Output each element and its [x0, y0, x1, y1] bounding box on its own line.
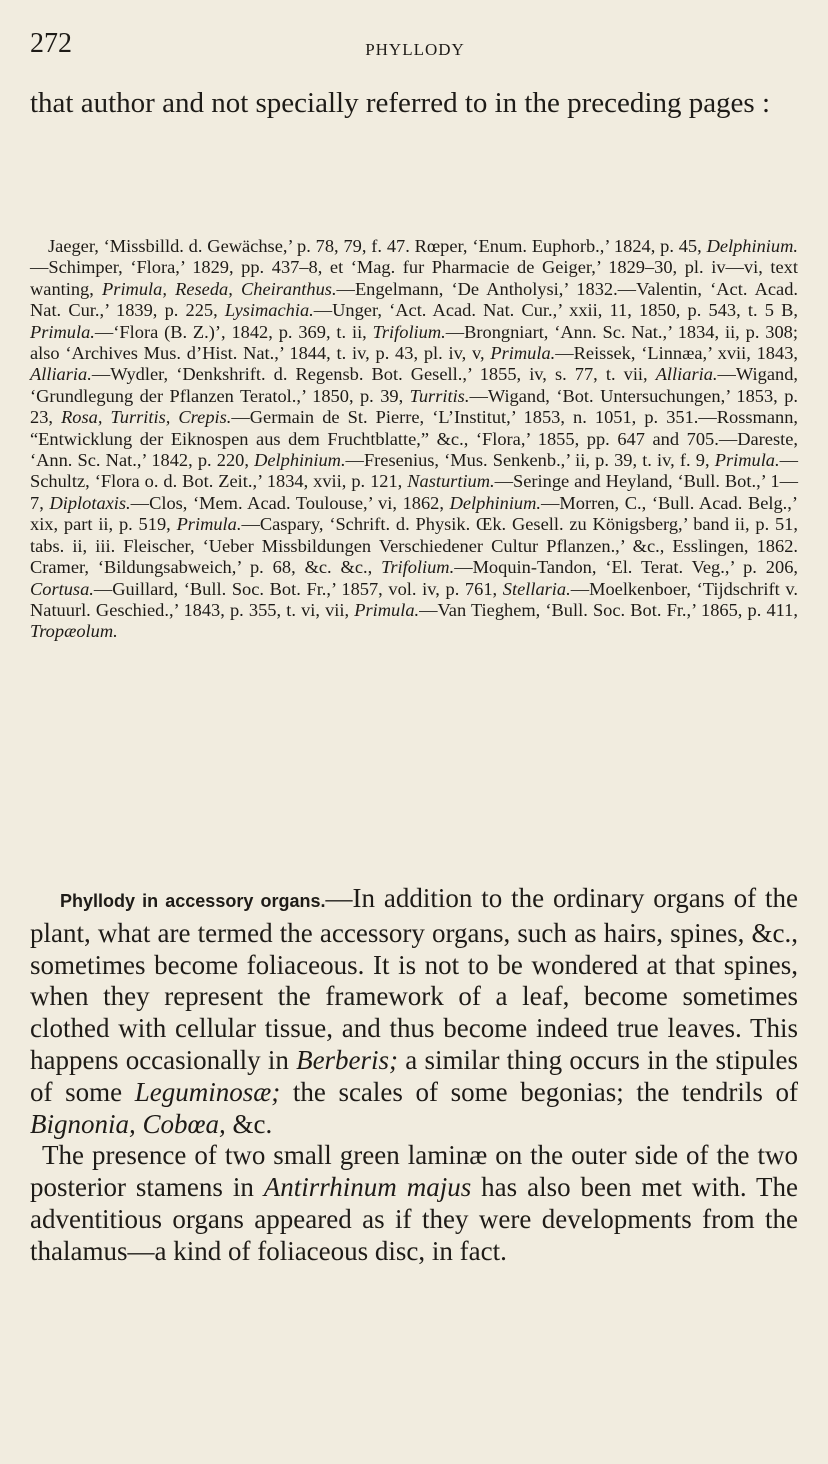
reference-text: Jaeger, ‘Missbilld. d. Gewächse,’ p. 78, 79, f. 47. Rœper, ‘Enum. Euphorb.,’ 1824, p. 45,: [48, 236, 707, 256]
reference-italic: Rosa, Turritis, Crepis.: [61, 407, 232, 428]
reference-italic: Tropæolum.: [30, 621, 118, 642]
reference-text: —Moquin-Tandon, ‘El. Terat. Veg.,’ p. 206,: [454, 557, 798, 578]
reference-italic: Trifolium.: [381, 557, 455, 578]
reference-italic: Diplotaxis.: [49, 492, 131, 513]
lead-paragraph: that author and not specially referred to in the preceding pages :: [30, 87, 771, 119]
reference-italic: Alliaria.: [655, 364, 718, 385]
page-number: 272: [30, 28, 72, 59]
reference-text: —Wigand, ‘Bot. Untersuchungen,’ 1853, p. 23,: [30, 385, 798, 428]
reference-italic: Delphinium.: [706, 236, 798, 256]
reference-text: —Fresenius, ‘Mus. Senkenb.,’ ii, p. 39, t. iv, f. 9,: [345, 450, 715, 471]
paragraph-1-italic: Berberis;: [296, 1044, 399, 1075]
reference-italic: Primula.: [490, 343, 556, 364]
reference-italic: Nasturtium.: [407, 471, 495, 492]
section-heading: Phyllody in accessory organs.: [60, 891, 326, 911]
reference-italic: Delphinium.: [254, 450, 346, 471]
reference-italic: Alliaria.: [30, 364, 92, 385]
paragraph-1-text: &c.: [225, 1108, 273, 1139]
paragraph-2-text: has also been met with. The adventitious organs appeared as if they were developments from the thalamus—a kind of foliaceous disc, in fact.: [30, 1172, 799, 1266]
reference-text: —Wydler, ‘Denkshrift. d. Regensb. Bot. Gesell.,’ 1855, iv, s. 77, t. vii,: [91, 364, 656, 385]
paragraph-2-text: The presence of two small green laminæ on the outer side of the two posterior stamens in: [30, 1140, 798, 1203]
reference-text: —Seringe and Heyland, ‘Bull. Bot.,’ 1—7,: [30, 471, 798, 513]
reference-italic: Primula.: [30, 321, 95, 342]
reference-text: —Morren, C., ‘Bull. Acad. Belg.,’ xix, part ii, p. 519,: [30, 492, 798, 535]
reference-text: —Schimper, ‘Flora,’ 1829, pp. 437–8, et ‘Mag. fur Pharmacie de Geiger,’ 1829–30, pl. iv—vi, text wanting,: [30, 257, 798, 299]
paragraph-1-text: a similar thing occurs in the stipules of some: [30, 1044, 798, 1107]
reference-text: —Guillard, ‘Bull. Soc. Bot. Fr.,’ 1857, vol. iv, p. 761,: [93, 578, 503, 599]
reference-text: —Moelkenboer, ‘Tijdschrift v. Natuurl. Geschied.,’ 1843, p. 355, t. vi, vii,: [30, 578, 799, 620]
paragraph-1-body: [30, 883, 798, 1139]
reference-text: —Schultz, ‘Flora o. d. Bot. Zeit.,’ 1834, xvii, p. 121,: [30, 450, 798, 492]
reference-italic: Cortusa.: [30, 578, 94, 599]
reference-italic: Trifolium.: [372, 321, 446, 342]
section-paragraph-1: [30, 883, 798, 1140]
reference-italic: Primula.: [176, 514, 242, 535]
reference-text: —‘Flora (B. Z.)’, 1842, p. 369, t. ii,: [94, 321, 373, 342]
reference-italic: Primula.: [354, 599, 420, 620]
reference-text: —Unger, ‘Act. Acad. Nat. Cur.,’ xxii, 11, 1850, p. 543, t. 5 B,: [313, 300, 798, 321]
reference-text: —Van Tieghem, ‘Bull. Soc. Bot. Fr.,’ 1865, p. 411,: [419, 599, 798, 620]
reference-text: —Wigand, ‘Grundlegung der Pflanzen Teratol.,’ 1850, p. 39,: [30, 364, 798, 406]
reference-italic: Stellaria.: [502, 578, 571, 599]
paragraph-1-text: the scales of some begonias; the tendrils of: [280, 1076, 799, 1107]
reference-text: —Engelmann, ‘De Antholysi,’ 1832.—Valentin, ‘Act. Acad. Nat. Cur.,’ 1839, p. 225,: [30, 278, 798, 321]
section-phyllody-accessory-organs: [30, 883, 798, 1268]
paragraph-2-italic: Antirrhinum majus: [263, 1172, 472, 1203]
reference-text: —Caspary, ‘Schrift. d. Physik. Œk. Gesell. zu Königsberg,’ band ii, p. 51, tabs. ii, iii. Fleischer, ‘Ueber Missbildungen Verschiedener Cultur Pflanzen.,’ &c., Esslingen, 1862. Cramer, ‘Bildungsabweich,’ p. 68, &c. &c.,: [30, 514, 798, 578]
references-block: [30, 236, 798, 643]
running-head: PHYLLODY: [365, 40, 465, 59]
paragraph-1-italic: Bignonia, Cobœa,: [30, 1108, 226, 1139]
reference-text: —Reissek, ‘Linnæa,’ xvii, 1843,: [555, 343, 798, 364]
reference-italic: Primula, Reseda, Cheiranthus.: [102, 278, 337, 299]
reference-text: —Germain de St. Pierre, ‘L’Institut,’ 1853, n. 1051, p. 351.—Rossmann, “Entwicklung der Eiknospen aus dem Fruchtblatte,” &c., ‘Flora,’ 1855, pp. 647 and 705.—Dareste, ‘Ann. Sc. Nat.,’ 1842, p. 220,: [30, 407, 799, 471]
reference-italic: Turritis.: [409, 385, 470, 406]
page-header: [30, 28, 800, 68]
reference-italic: Primula.: [714, 450, 780, 471]
reference-italic: Delphinium.: [449, 492, 542, 513]
reference-italic: Lysimachia.: [224, 300, 314, 321]
section-paragraph-2: [30, 1140, 798, 1267]
paragraph-1-text: —In addition to the ordinary organs of the plant, what are termed the accessory organs, such as hairs, spines, &c., sometimes become foliaceous. It is not to be wondered at that spines, when they represent the framework of a leaf, become sometimes clothed with cellular tissue, and thus become indeed true leaves. This happens occasionally in: [30, 883, 799, 1075]
reference-text: —Brongniart, ‘Ann. Sc. Nat.,’ 1834, ii, p. 308; also ‘Archives Mus. d’Hist. Nat.,’ 1844, t. iv, p. 43, pl. iv, v,: [30, 321, 798, 364]
reference-text: —Clos, ‘Mem. Acad. Toulouse,’ vi, 1862,: [130, 492, 450, 513]
paragraph-1-italic: Leguminosæ;: [134, 1076, 281, 1107]
